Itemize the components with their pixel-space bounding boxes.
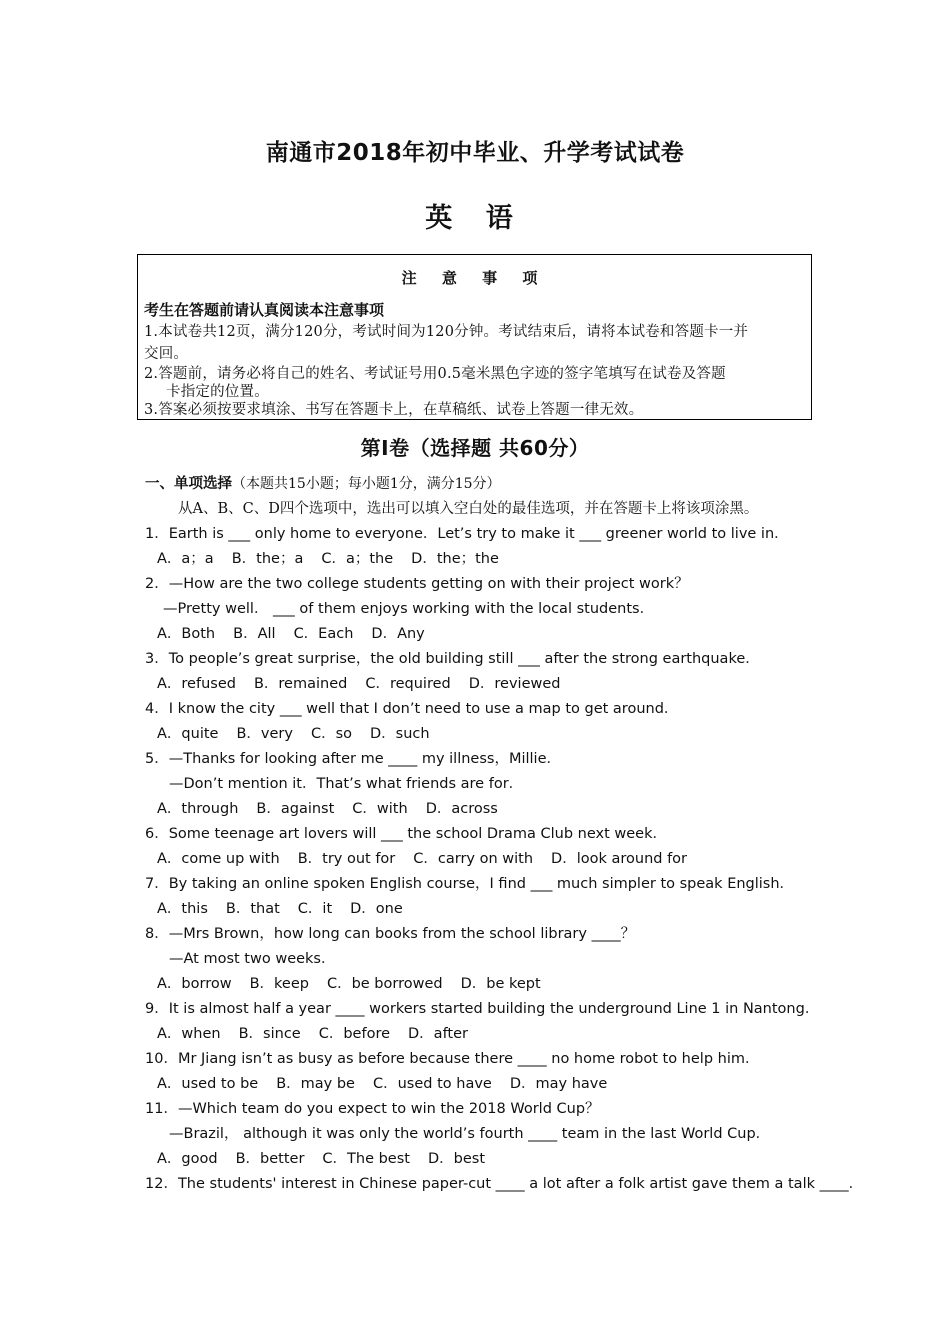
option-a: A．through xyxy=(157,801,239,817)
question-options xyxy=(145,847,825,872)
notice-subheading: 考生在答题前请认真阅读本注意事项 xyxy=(144,301,385,319)
option-b: B．may be xyxy=(276,1076,355,1092)
option-b: B．the；a xyxy=(231,551,304,567)
option-c: C．before xyxy=(318,1026,391,1042)
question-stem: 6．Some teenage art lovers will ___ the school Drama Club next week． xyxy=(145,826,667,842)
option-c: C．so xyxy=(310,726,353,742)
option-d: D．may have xyxy=(509,1076,608,1092)
notice-item-1b: 交回。 xyxy=(144,346,189,362)
option-b: B．that xyxy=(225,901,280,917)
question-reply: —Brazil， although it was only the world’s fourth ____ team in the last World Cup． xyxy=(169,1126,771,1142)
option-b: B．better xyxy=(235,1151,305,1167)
option-c: C．be borrowed xyxy=(326,976,443,992)
option-a: A．when xyxy=(157,1026,221,1042)
option-c: C．with xyxy=(352,801,408,817)
question-options xyxy=(145,797,825,822)
option-a: A．come up with xyxy=(157,851,280,867)
notice-box xyxy=(137,254,812,420)
option-c: C．carry on with xyxy=(413,851,534,867)
option-a: A．borrow xyxy=(157,976,232,992)
question-stem: 5．—Thanks for looking after me ____ my illness，Millie． xyxy=(145,751,561,767)
option-d: D．reviewed xyxy=(468,676,561,692)
question-options xyxy=(145,672,825,697)
notice-item-1a: 1.本试卷共12页，满分120分，考试时间为120分钟。考试结束后，请将本试卷和答题卡一并 xyxy=(144,324,749,340)
section-title: 第Ⅰ卷（选择题 共60分） xyxy=(360,436,590,460)
option-d: D．Any xyxy=(371,626,425,642)
option-c: C．required xyxy=(365,676,451,692)
option-d: D．look around for xyxy=(551,851,688,867)
question-options xyxy=(145,1147,825,1172)
question-stem: 12．The students' interest in Chinese paper-cut ____ a lot after a folk artist gave them a talk ____． xyxy=(145,1176,864,1192)
notice-item-2b: 卡指定的位置。 xyxy=(166,384,269,400)
option-d: D．across xyxy=(425,801,498,817)
question-stem: 7．By taking an online spoken English course，I find ___ much simpler to speak English． xyxy=(145,876,795,892)
notice-item-2b-wrap xyxy=(144,383,805,401)
option-a: A．a；a xyxy=(157,551,214,567)
option-a: A．this xyxy=(157,901,208,917)
question-options xyxy=(145,547,825,572)
question-stem: 3．To people’s great surprise，the old building still ___ after the strong earthquake． xyxy=(145,651,760,667)
option-c: C．used to have xyxy=(372,1076,492,1092)
question-options xyxy=(145,897,825,922)
question-stem: 10．Mr Jiang isn’t as busy as before because there ____ no home robot to help him． xyxy=(145,1051,760,1067)
question-options xyxy=(145,622,825,647)
question-stem: 8．—Mrs Brown，how long can books from the school library ____？ xyxy=(145,926,636,942)
question-options xyxy=(145,972,825,997)
option-a: A．Both xyxy=(157,626,216,642)
part-title: 一、单项选择 xyxy=(145,476,232,492)
option-b: B．against xyxy=(256,801,335,817)
option-c: C．it xyxy=(297,901,333,917)
question-reply: —Pretty well． ___ of them enjoys working with the local students． xyxy=(163,601,655,617)
question-stem: 1．Earth is ___ only home to everyone．Let’s try to make it ___ greener world to live in． xyxy=(145,526,789,542)
question-stem: 4．I know the city ___ well that I don’t need to use a map to get around． xyxy=(145,701,679,717)
exam-title: 南通市2018年初中毕业、升学考试试卷 xyxy=(265,140,685,166)
question-options xyxy=(145,1072,825,1097)
notice-item-3: 3.答案必须按要求填涂、书写在答题卡上，在草稿纸、试卷上答题一律无效。 xyxy=(144,402,644,418)
question-stem: 11．—Which team do you expect to win the 2018 World Cup？ xyxy=(145,1101,600,1117)
question-options xyxy=(145,1022,825,1047)
option-a: A．quite xyxy=(157,726,219,742)
question-options xyxy=(145,722,825,747)
part-heading xyxy=(145,472,825,497)
option-d: D．be kept xyxy=(460,976,541,992)
option-c: C．The best xyxy=(322,1151,410,1167)
option-b: B．remained xyxy=(253,676,348,692)
option-a: A．refused xyxy=(157,676,236,692)
part-note: （本题共15小题；每小题1分，满分15分） xyxy=(232,476,501,492)
question-stem: 9．It is almost half a year ____ workers started building the underground Line 1 in Nantong． xyxy=(145,1001,820,1017)
question-list xyxy=(145,472,864,1197)
option-a: A．good xyxy=(157,1151,218,1167)
option-c: C．Each xyxy=(293,626,354,642)
option-d: D．best xyxy=(427,1151,486,1167)
option-b: B．very xyxy=(236,726,293,742)
question-reply: —At most two weeks． xyxy=(169,951,336,967)
option-d: D．the；the xyxy=(411,551,499,567)
option-d: D．such xyxy=(370,726,430,742)
option-a: A．used to be xyxy=(157,1076,259,1092)
option-c: C．a；the xyxy=(321,551,394,567)
question-stem: 2．—How are the two college students getting on with their project work？ xyxy=(145,576,689,592)
notice-item-2a: 2.答题前，请务必将自己的姓名、考试证号用0.5毫米黑色字迹的签字笔填写在试卷及答题 xyxy=(144,366,726,382)
option-d: D．after xyxy=(408,1026,468,1042)
question-reply: —Don’t mention it．That’s what friends are for． xyxy=(169,776,524,792)
option-b: B．keep xyxy=(249,976,309,992)
option-b: B．All xyxy=(233,626,276,642)
notice-heading: 注 意 事 项 xyxy=(401,269,548,287)
option-b: B．since xyxy=(238,1026,301,1042)
subject-title: 英 语 xyxy=(425,203,525,234)
option-d: D．one xyxy=(350,901,403,917)
option-b: B．try out for xyxy=(297,851,396,867)
instruction: 从A、B、C、D四个选项中，选出可以填入空白处的最佳选项，并在答题卡上将该项涂黑。 xyxy=(178,501,759,517)
